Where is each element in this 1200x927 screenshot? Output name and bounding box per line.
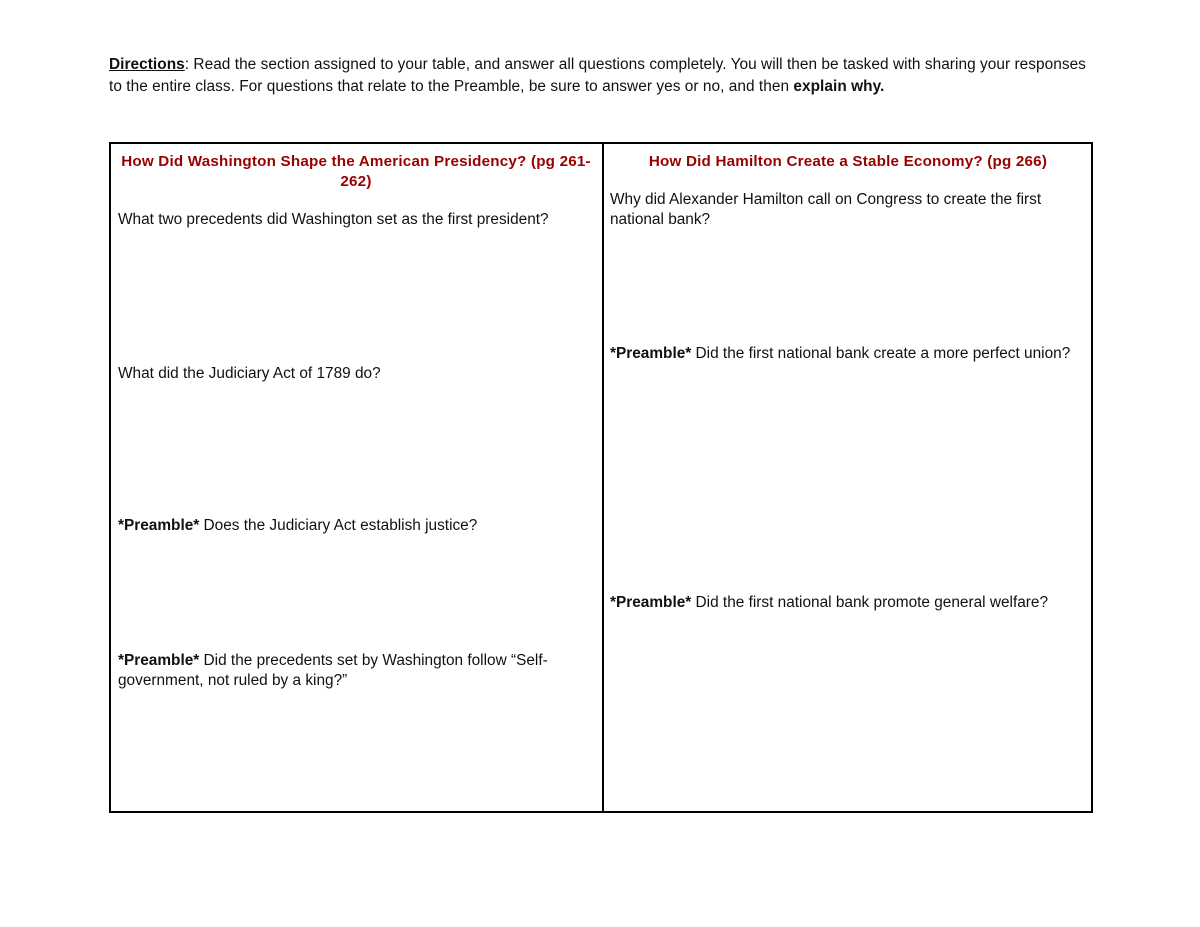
washington-question-4: [118, 651, 594, 691]
question-text: What did the Judiciary Act of 1789 do?: [118, 365, 381, 382]
washington-cell[interactable]: [110, 143, 603, 812]
question-prefix: *Preamble*: [118, 652, 200, 669]
question-prefix: *Preamble*: [118, 517, 200, 534]
question-text: Does the Judiciary Act establish justice?: [199, 517, 478, 534]
washington-cell-content: [111, 144, 602, 811]
question-text: Why did Alexander Hamilton call on Congress to create the first national bank?: [610, 191, 1042, 228]
worksheet-table: [109, 142, 1093, 813]
directions-text: : Read the section assigned to your table, and answer all questions completely. You will then be tasked with sharing your responses to the entire class. For questions that relate to the Preamble, be sure to answer yes or no, and then: [109, 56, 1086, 95]
question-prefix: *Preamble*: [610, 345, 692, 362]
washington-heading: How Did Washington Shape the American Presidency? (pg 261-262): [121, 153, 591, 190]
hamilton-question-1: [610, 190, 1088, 230]
hamilton-cell[interactable]: [603, 143, 1092, 812]
hamilton-question-3: [610, 593, 1088, 613]
question-text: Did the precedents set by Washington follow “Self-government, not ruled by a king?”: [118, 652, 548, 689]
directions-emphasis: explain why.: [793, 78, 885, 95]
hamilton-question-2: [610, 344, 1088, 364]
worksheet-row: [110, 143, 1092, 812]
hamilton-cell-content: [604, 144, 1091, 811]
directions-label: Directions: [109, 56, 185, 73]
question-prefix: *Preamble*: [610, 594, 692, 611]
question-text: Did the first national bank create a more perfect union?: [691, 345, 1071, 362]
washington-question-3: [118, 516, 594, 536]
directions-paragraph: [109, 54, 1099, 98]
washington-question-2: [118, 364, 594, 384]
washington-question-1: [118, 210, 594, 230]
question-text: What two precedents did Washington set as the first president?: [118, 211, 549, 228]
question-text: Did the first national bank promote general welfare?: [691, 594, 1049, 611]
hamilton-heading: How Did Hamilton Create a Stable Economy? (pg 266): [648, 153, 1048, 170]
